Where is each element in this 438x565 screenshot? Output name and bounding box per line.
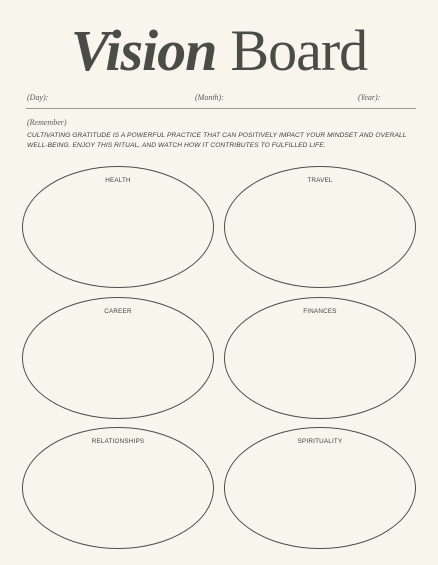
area-oval-career[interactable] [22, 297, 214, 419]
area-label-spirituality: SPIRITUALITY [297, 438, 343, 445]
title-word-vision: Vision [70, 18, 217, 83]
area-oval-finances[interactable] [224, 297, 416, 419]
area-label-career: CAREER [104, 308, 132, 315]
month-field[interactable]: (Month): [195, 93, 224, 102]
area-label-finances: FINANCES [303, 308, 337, 315]
area-label-travel: TRAVEL [307, 177, 333, 184]
area-oval-health[interactable] [22, 166, 214, 288]
remember-text: CULTIVATING GRATITUDE IS A POWERFUL PRACTICE THAT CAN POSITIVELY IMPACT YOUR MINDSET AND OVERALL WELL-BEING. ENJOY THIS RITUAL, AND WATCH HOW IT CONTRIBUTES TO FULFILLED LIFE. [27, 132, 407, 149]
divider [26, 108, 416, 109]
title-word-board: Board [230, 18, 368, 83]
area-oval-relationships[interactable] [22, 427, 214, 549]
remember-label: (Remember) [27, 118, 67, 127]
area-oval-travel[interactable] [224, 166, 416, 288]
year-field[interactable]: (Year): [358, 93, 381, 102]
area-label-relationships: RELATIONSHIPS [91, 438, 145, 445]
page-title [0, 18, 438, 84]
area-label-health: HEALTH [105, 177, 131, 184]
day-field[interactable]: (Day): [27, 93, 49, 102]
area-oval-spirituality[interactable] [224, 427, 416, 549]
